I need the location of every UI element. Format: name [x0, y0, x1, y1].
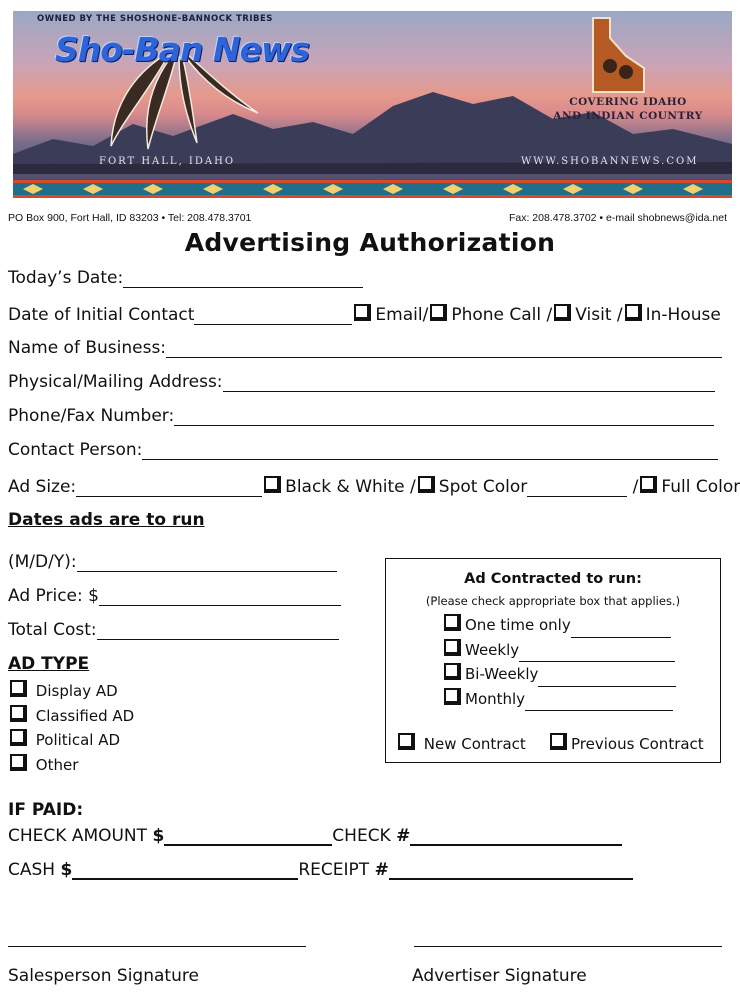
- advertiser-signature-line[interactable]: [414, 946, 722, 947]
- full-color-label: Full Color: [661, 477, 740, 497]
- check-amount-dollar: $: [152, 826, 165, 846]
- phone-fax-field[interactable]: [174, 409, 714, 426]
- contact-address: PO Box 900, Fort Hall, ID 83203 • Tel: 208.478.3701: [8, 212, 252, 224]
- new-contract-checkbox[interactable]: [398, 733, 415, 750]
- ad-type-item-other[interactable]: [8, 753, 134, 778]
- new-contract-label: New Contract: [423, 735, 526, 753]
- black-white-label: Black & White /: [285, 477, 416, 497]
- todays-date-field[interactable]: [123, 271, 363, 288]
- tagline-line-2: AND INDIAN COUNTRY: [553, 110, 703, 122]
- covering-tagline: [533, 95, 723, 123]
- business-name-label: Name of Business:: [8, 338, 167, 358]
- contact-fax-email: Fax: 208.478.3702 • e-mail shobnews@ida.net: [508, 212, 727, 224]
- initial-contact-label: Date of Initial Contact: [8, 305, 195, 325]
- ad-size-field[interactable]: [76, 480, 262, 497]
- one-time-field[interactable]: [571, 623, 671, 638]
- website-text: WWW.SHOBANNEWS.COM: [521, 156, 699, 167]
- tribal-pattern-border: [13, 180, 732, 198]
- dates-heading: Dates ads are to run: [8, 510, 205, 530]
- receipt-label: RECEIPT: [298, 860, 370, 880]
- todays-date-row: [8, 268, 363, 288]
- total-cost-field[interactable]: [97, 623, 339, 640]
- spot-color-checkbox[interactable]: [418, 476, 435, 493]
- previous-contract-checkbox[interactable]: [550, 733, 567, 750]
- contact-person-label: Contact Person:: [8, 440, 143, 460]
- classified-ad-checkbox[interactable]: [10, 705, 27, 722]
- other-ad-checkbox[interactable]: [10, 754, 27, 771]
- ad-type-list: [8, 679, 134, 777]
- cash-dollar: $: [60, 860, 73, 880]
- if-paid-heading: IF PAID:: [8, 800, 84, 820]
- email-option-label: Email/: [375, 305, 429, 325]
- publication-logo: Sho-Ban News: [55, 30, 310, 69]
- one-time-label: One time only: [465, 616, 571, 634]
- total-cost-row: [8, 620, 339, 640]
- form-title: Advertising Authorization: [184, 228, 556, 257]
- monthly-checkbox[interactable]: [444, 688, 461, 705]
- classified-ad-label: Classified AD: [35, 706, 135, 725]
- ad-type-heading: AD TYPE: [8, 654, 90, 674]
- contract-option-bi-weekly[interactable]: [442, 662, 676, 687]
- email-checkbox[interactable]: [354, 304, 371, 321]
- other-ad-label: Other: [35, 755, 79, 774]
- weekly-label: Weekly: [465, 640, 520, 659]
- ad-type-item-political[interactable]: [8, 728, 134, 753]
- salesperson-signature-label: Salesperson Signature: [8, 966, 199, 986]
- previous-contract-option[interactable]: [548, 733, 704, 753]
- black-white-checkbox[interactable]: [264, 476, 281, 493]
- mdy-label: (M/D/Y):: [8, 552, 77, 572]
- ad-price-field[interactable]: [99, 589, 341, 606]
- owned-by-text: OWNED BY THE SHOSHONE-BANNOCK TRIBES: [37, 14, 273, 24]
- contact-person-field[interactable]: [142, 443, 718, 460]
- ad-size-row: [8, 476, 740, 497]
- phone-fax-label: Phone/Fax Number:: [8, 406, 175, 426]
- business-name-field[interactable]: [166, 341, 722, 358]
- contract-option-one-time[interactable]: [442, 613, 676, 638]
- spot-color-field[interactable]: [527, 480, 627, 497]
- bi-weekly-checkbox[interactable]: [444, 663, 461, 680]
- bi-weekly-label: Bi-Weekly: [465, 665, 539, 683]
- mdy-row: [8, 552, 337, 572]
- display-ad-label: Display AD: [35, 682, 118, 700]
- receipt-hash: #: [374, 860, 389, 880]
- full-color-checkbox[interactable]: [640, 476, 657, 493]
- initial-contact-field[interactable]: [194, 308, 352, 325]
- check-amount-field[interactable]: [164, 828, 332, 846]
- ad-size-label: Ad Size:: [8, 477, 77, 497]
- political-ad-label: Political AD: [35, 731, 121, 749]
- idaho-emblem-icon: [588, 16, 646, 94]
- contract-box-subtitle: (Please check appropriate box that applies.): [425, 594, 681, 608]
- contract-option-weekly[interactable]: [442, 638, 676, 663]
- in-house-checkbox[interactable]: [625, 304, 642, 321]
- location-text: FORT HALL, IDAHO: [99, 156, 236, 167]
- phone-fax-row: [8, 406, 714, 426]
- phone-call-checkbox[interactable]: [430, 304, 447, 321]
- visit-checkbox[interactable]: [554, 304, 571, 321]
- salesperson-signature-line[interactable]: [8, 946, 306, 947]
- address-field[interactable]: [223, 375, 715, 392]
- display-ad-checkbox[interactable]: [10, 680, 27, 697]
- address-label: Physical/Mailing Address:: [8, 372, 223, 392]
- ad-price-row: [8, 586, 341, 606]
- political-ad-checkbox[interactable]: [10, 729, 27, 746]
- mdy-field[interactable]: [77, 555, 337, 572]
- cash-label: CASH: [8, 860, 56, 880]
- monthly-label: Monthly: [465, 689, 526, 708]
- visit-option-label: Visit /: [575, 305, 623, 325]
- weekly-field[interactable]: [519, 647, 675, 662]
- contract-option-monthly[interactable]: [442, 687, 676, 712]
- business-name-row: [8, 338, 722, 358]
- weekly-checkbox[interactable]: [444, 639, 461, 656]
- check-number-field[interactable]: [410, 828, 622, 846]
- contact-person-row: [8, 440, 718, 460]
- ad-contracted-box: [385, 558, 721, 763]
- contract-options: [442, 613, 676, 711]
- cash-row: [8, 860, 633, 880]
- check-number-label: CHECK: [332, 826, 391, 846]
- cash-field[interactable]: [72, 862, 298, 880]
- previous-contract-label: Previous Contract: [571, 735, 704, 753]
- check-number-hash: #: [396, 826, 411, 846]
- ad-type-item-classified[interactable]: [8, 704, 134, 729]
- receipt-field[interactable]: [389, 862, 633, 880]
- masthead-banner: [13, 11, 732, 198]
- spot-color-label: Spot Color: [438, 477, 528, 497]
- check-amount-label: CHECK AMOUNT: [8, 826, 148, 846]
- contract-box-title: Ad Contracted to run:: [464, 571, 642, 587]
- todays-date-label: Today’s Date:: [8, 268, 124, 288]
- new-contract-option[interactable]: [396, 733, 526, 753]
- one-time-checkbox[interactable]: [444, 614, 461, 631]
- ad-price-label: Ad Price: $: [8, 586, 99, 606]
- ad-type-item-display[interactable]: [8, 679, 134, 704]
- bi-weekly-field[interactable]: [538, 672, 676, 687]
- initial-contact-row: [8, 304, 721, 325]
- total-cost-label: Total Cost:: [8, 620, 97, 640]
- phone-call-option-label: Phone Call /: [451, 305, 553, 325]
- tagline-line-1: COVERING IDAHO: [569, 96, 687, 108]
- check-row: [8, 826, 622, 846]
- address-row: [8, 372, 715, 392]
- color-separator: /: [632, 477, 639, 497]
- advertiser-signature-label: Advertiser Signature: [412, 966, 587, 986]
- in-house-option-label: In-House: [645, 305, 721, 325]
- monthly-field[interactable]: [525, 696, 673, 711]
